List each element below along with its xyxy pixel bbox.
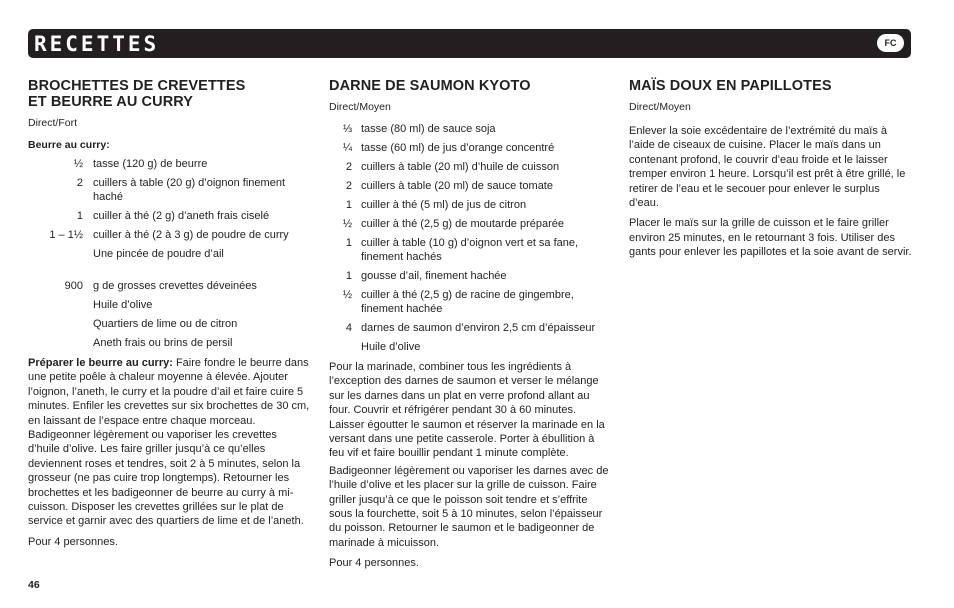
recipe-sweet-corn xyxy=(629,78,912,260)
ingredient-row: 1 cuiller à thé (5 ml) de jus de citron xyxy=(345,199,527,211)
subsection-heading: Beurre au curry: xyxy=(28,139,110,151)
ingredient-row: Huile d’olive xyxy=(93,299,153,311)
ingredient-row: 2 cuillers à table (20 ml) de sauce tomate xyxy=(345,180,553,192)
recipe-kyoto-salmon xyxy=(329,78,612,571)
ingredient-row: 4 darnes de saumon d’environ 2,5 cm d’épaisseur xyxy=(345,322,596,334)
language-badge: FC xyxy=(877,34,904,52)
ingredient-row: 900 g de grosses crevettes déveinées xyxy=(64,280,257,292)
ingredient-row: 1 – 1½ cuiller à thé (2 à 3 g) de poudre de curry xyxy=(49,229,289,241)
ingredient-row: 2 cuillers à table (20 g) d’oignon finement haché xyxy=(76,177,286,203)
ingredient-row: ¼ tasse (60 ml) de jus d’orange concentré xyxy=(342,142,555,154)
recipe-heat-level: Direct/Moyen xyxy=(329,101,391,113)
ingredient-row: ½ cuiller à thé (2,5 g) de moutarde préparée xyxy=(342,218,565,230)
ingredient-row: Aneth frais ou brins de persil xyxy=(93,337,233,349)
method-paragraph: Badigeonner légèrement ou vaporiser les darnes avec de l’huile d’olive et les placer sur la grille de cuisson. Faire griller jusqu’à ce que le poisson soit tendre et s’effrite sous la fourchette, soit 5 à 10 minutes, selon l’épaisseur du poisson. Retourner le saumon et le badigeonner de marinade à micuisson. xyxy=(329,464,609,549)
ingredient-row: Quartiers de lime ou de citron xyxy=(93,318,238,330)
method-paragraph: Pour la marinade, combiner tous les ingrédients à l’exception des darnes de saumon et verser le mélange sur les darnes dans un plat en verre profond allant au four. Couvrir et réfrigérer pendant 30 à 60 minutes. Laisser égoutter le saumon et réserver la marinade en la versant dans une petite casserole. Porter à ébullition à feu vif et faire bouillir pendant 1 minute complète. xyxy=(329,361,605,460)
section-title: RECETTES xyxy=(34,32,160,56)
section-banner xyxy=(28,29,911,58)
method-paragraph: Enlever la soie excédentaire de l’extrémité du maïs à l’aide de ciseaux de cuisine. Placer le maïs dans un contenant profond, le couvrir d’eau froide et le laisser tremper environ 1 heure. Lorsqu’il est prêt à être grillé, le retirer de l’eau et le secouer pour enlever le surplus d’eau. xyxy=(629,125,906,210)
recipe-heat-level: Direct/Fort xyxy=(28,117,78,129)
recipe-heat-level: Direct/Moyen xyxy=(629,101,691,113)
ingredient-row: ½ cuiller à thé (2,5 g) de racine de gingembre, finement hachée xyxy=(342,289,574,315)
recipe-title: BROCHETTES DE CREVETTES ET BEURRE AU CURRY xyxy=(28,78,246,110)
recipe-title: DARNE DE SAUMON KYOTO xyxy=(329,78,531,94)
page-number: 46 xyxy=(28,579,40,591)
ingredient-row: ⅓ tasse (80 ml) de sauce soja xyxy=(342,123,496,135)
servings: Pour 4 personnes. xyxy=(329,557,419,570)
method-paragraph: Préparer le beurre au curry: Faire fondre le beurre dans une petite poêle à chaleur moyenne à élevée. Ajouter l’oignon, l’aneth, le curry et la poudre d’ail et faire cuire 5 minutes. Enfiler les crevettes sur six brochettes de 30 cm, en laissant de l’espace entre chaque morceau. Badigeonner légèrement ou vaporiser les crevettes d’huile d’olive. Les faire griller jusqu’à ce qu’elles deviennent roses et tendres, soit 2 à 5 minutes, selon la grosseur (ne pas cuire trop longtemps). Retourner les brochettes et les badigeonner de beurre au curry à mi-cuisson. Disposer les crevettes grillées sur le plat de service et garnir avec des quartiers de lime et de l’aneth. xyxy=(28,357,310,528)
ingredient-row: Huile d’olive xyxy=(361,341,421,353)
ingredient-row: Une pincée de poudre d’ail xyxy=(93,248,224,260)
ingredient-row: 1 cuiller à thé (2 g) d’aneth frais ciselé xyxy=(76,210,270,222)
ingredient-row: 2 cuillers à table (20 ml) d’huile de cuisson xyxy=(345,161,560,173)
servings: Pour 4 personnes. xyxy=(28,535,118,548)
method-paragraph: Placer le maïs sur la grille de cuisson et le faire griller environ 25 minutes, en le retournant 3 fois. Utiliser des gants pour enlever les papillotes et la soie avant de servir. xyxy=(629,217,912,259)
ingredient-row: 1 cuiller à table (10 g) d’oignon vert et sa fane, finement hachés xyxy=(345,237,579,263)
ingredient-row: 1 gousse d’ail, finement hachée xyxy=(345,270,507,282)
recipe-title: MAÏS DOUX EN PAPILLOTES xyxy=(629,78,832,94)
ingredient-row: ½ tasse (120 g) de beurre xyxy=(73,158,208,170)
recipe-shrimp-skewers xyxy=(28,78,311,549)
